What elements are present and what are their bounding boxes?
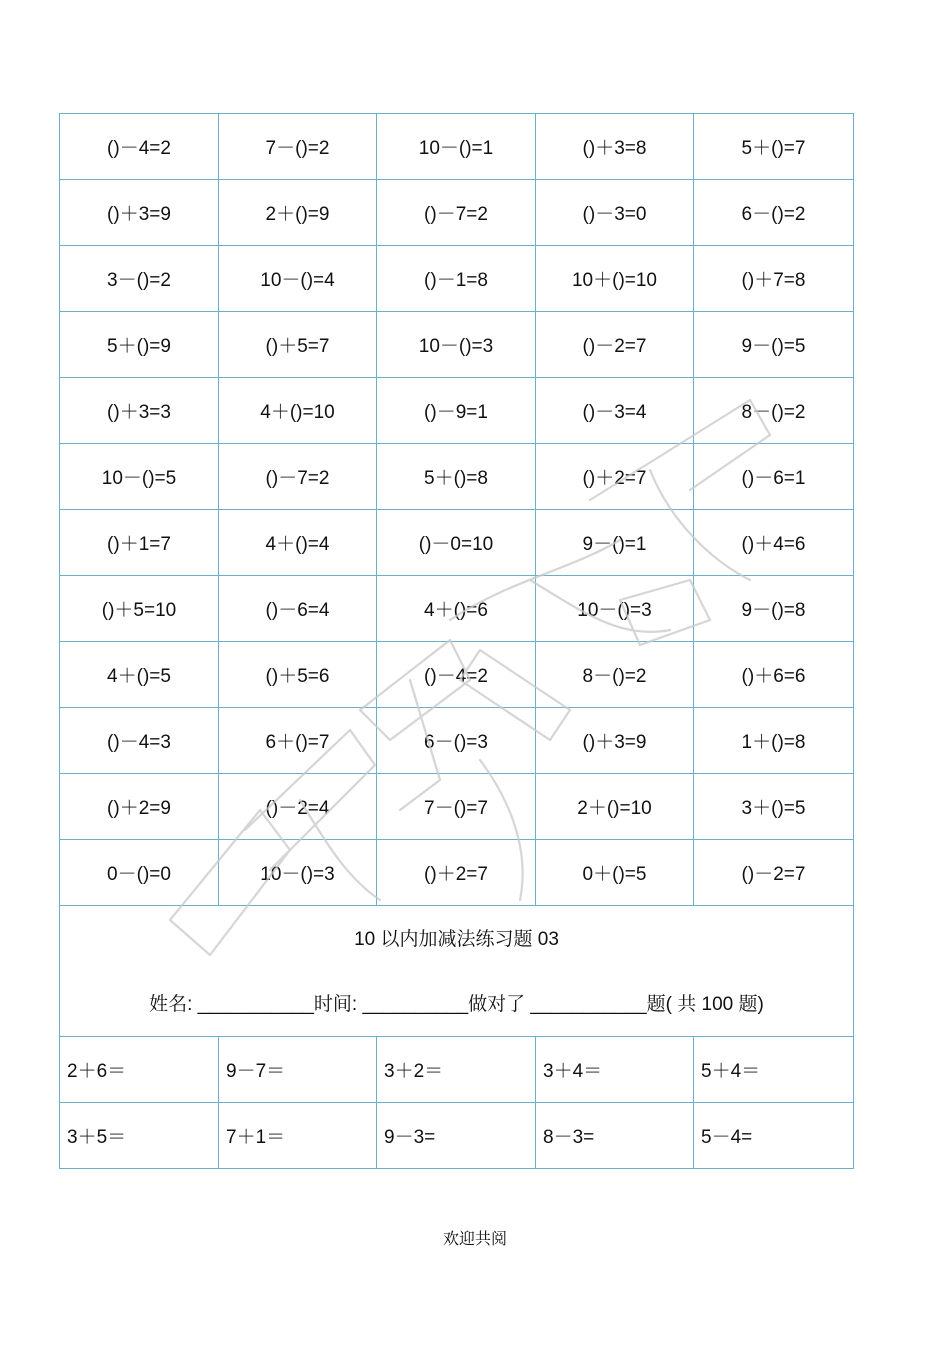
table-row	[60, 180, 854, 246]
problem-cell: 5＋()=9	[60, 312, 219, 378]
problem-cell: 9－()=5	[694, 312, 854, 378]
problem-cell: 8－3=	[536, 1103, 694, 1169]
problem-cell: 6－()=2	[694, 180, 854, 246]
student-info-line: 姓名: ___________时间: __________做对了 ___________题( 共 100 题)	[149, 994, 764, 1015]
problem-cell: 5＋4＝	[694, 1037, 854, 1103]
problem-cell: 9－3=	[377, 1103, 536, 1169]
problem-cell: ()－2=4	[219, 774, 377, 840]
header-cell	[60, 906, 854, 1037]
problem-cell: ()－4=2	[377, 642, 536, 708]
problem-cell: 2＋()=10	[536, 774, 694, 840]
problem-cell: 0＋()=5	[536, 840, 694, 906]
problem-cell: ()＋5=6	[219, 642, 377, 708]
problem-cell: 3＋()=5	[694, 774, 854, 840]
problem-cell: 2＋6＝	[60, 1037, 219, 1103]
table-row	[60, 642, 854, 708]
problem-cell: 10－()=5	[60, 444, 219, 510]
problem-cell: 4＋()=10	[219, 378, 377, 444]
problem-cell: 6＋()=7	[219, 708, 377, 774]
problem-cell: ()－2=7	[694, 840, 854, 906]
problem-cell: 8－()=2	[694, 378, 854, 444]
problem-cell: ()＋2=7	[377, 840, 536, 906]
problem-cell: 10－()=3	[219, 840, 377, 906]
problem-cell: 10＋()=10	[536, 246, 694, 312]
problem-cell: 8－()=2	[536, 642, 694, 708]
problem-cell: ()＋4=6	[694, 510, 854, 576]
problem-cell: ()＋2=9	[60, 774, 219, 840]
table-row	[60, 114, 854, 180]
bottom-problem-grid	[60, 1037, 854, 1169]
problem-cell: 7－()=7	[377, 774, 536, 840]
problem-cell: ()＋3=9	[536, 708, 694, 774]
problem-cell: 1＋()=8	[694, 708, 854, 774]
top-problem-grid	[60, 114, 854, 906]
problem-cell: 3＋4＝	[536, 1037, 694, 1103]
problem-cell: 10－()=4	[219, 246, 377, 312]
problem-cell: ()－7=2	[219, 444, 377, 510]
table-row	[60, 708, 854, 774]
problem-cell: 3＋2＝	[377, 1037, 536, 1103]
table-row	[60, 312, 854, 378]
table-row	[60, 510, 854, 576]
problem-cell: 9－()=8	[694, 576, 854, 642]
footer-text: 欢迎共阅	[442, 1229, 507, 1248]
problem-cell: ()＋5=10	[60, 576, 219, 642]
problem-cell: 2＋()=9	[219, 180, 377, 246]
problem-cell: 9－7＝	[219, 1037, 377, 1103]
problem-cell: 10－()=1	[377, 114, 536, 180]
problem-cell: ()＋3=8	[536, 114, 694, 180]
problem-cell: ()＋3=3	[60, 378, 219, 444]
problem-cell: 4＋()=5	[60, 642, 219, 708]
table-row	[60, 444, 854, 510]
problem-cell: ()－9=1	[377, 378, 536, 444]
table-row	[60, 1103, 854, 1169]
table-row	[60, 246, 854, 312]
problem-cell: ()－3=4	[536, 378, 694, 444]
table-row	[60, 378, 854, 444]
problem-cell: ()－4=2	[60, 114, 219, 180]
problem-cell: 7－()=2	[219, 114, 377, 180]
problem-cell: ()＋6=6	[694, 642, 854, 708]
table-row	[60, 774, 854, 840]
problem-cell: ()－7=2	[377, 180, 536, 246]
problem-cell: 5＋()=8	[377, 444, 536, 510]
problem-cell: ()－6=4	[219, 576, 377, 642]
problem-cell: ()＋5=7	[219, 312, 377, 378]
problem-cell: ()－0=10	[377, 510, 536, 576]
problem-cell: ()＋2=7	[536, 444, 694, 510]
problem-cell: ()－1=8	[377, 246, 536, 312]
problem-cell: 3＋5＝	[60, 1103, 219, 1169]
table-row	[60, 1037, 854, 1103]
table-row	[60, 840, 854, 906]
worksheet-table	[59, 113, 854, 1169]
problem-cell: ()－4=3	[60, 708, 219, 774]
problem-cell: 4＋()=4	[219, 510, 377, 576]
worksheet-title: 10 以内加减法练习题 03	[354, 929, 559, 950]
problem-cell: 5＋()=7	[694, 114, 854, 180]
problem-cell: 9－()=1	[536, 510, 694, 576]
problem-cell: ()－3=0	[536, 180, 694, 246]
problem-cell: 7＋1＝	[219, 1103, 377, 1169]
problem-cell: ()－6=1	[694, 444, 854, 510]
problem-cell: 10－()=3	[536, 576, 694, 642]
problem-cell: ()＋7=8	[694, 246, 854, 312]
problem-cell: 6－()=3	[377, 708, 536, 774]
problem-cell: ()－2=7	[536, 312, 694, 378]
problem-cell: 5－4=	[694, 1103, 854, 1169]
table-row	[60, 576, 854, 642]
problem-cell: 4＋()=6	[377, 576, 536, 642]
section-header	[60, 906, 854, 1037]
problem-cell: 3－()=2	[60, 246, 219, 312]
problem-cell: ()＋1=7	[60, 510, 219, 576]
problem-cell: 10－()=3	[377, 312, 536, 378]
problem-cell: 0－()=0	[60, 840, 219, 906]
problem-cell: ()＋3=9	[60, 180, 219, 246]
